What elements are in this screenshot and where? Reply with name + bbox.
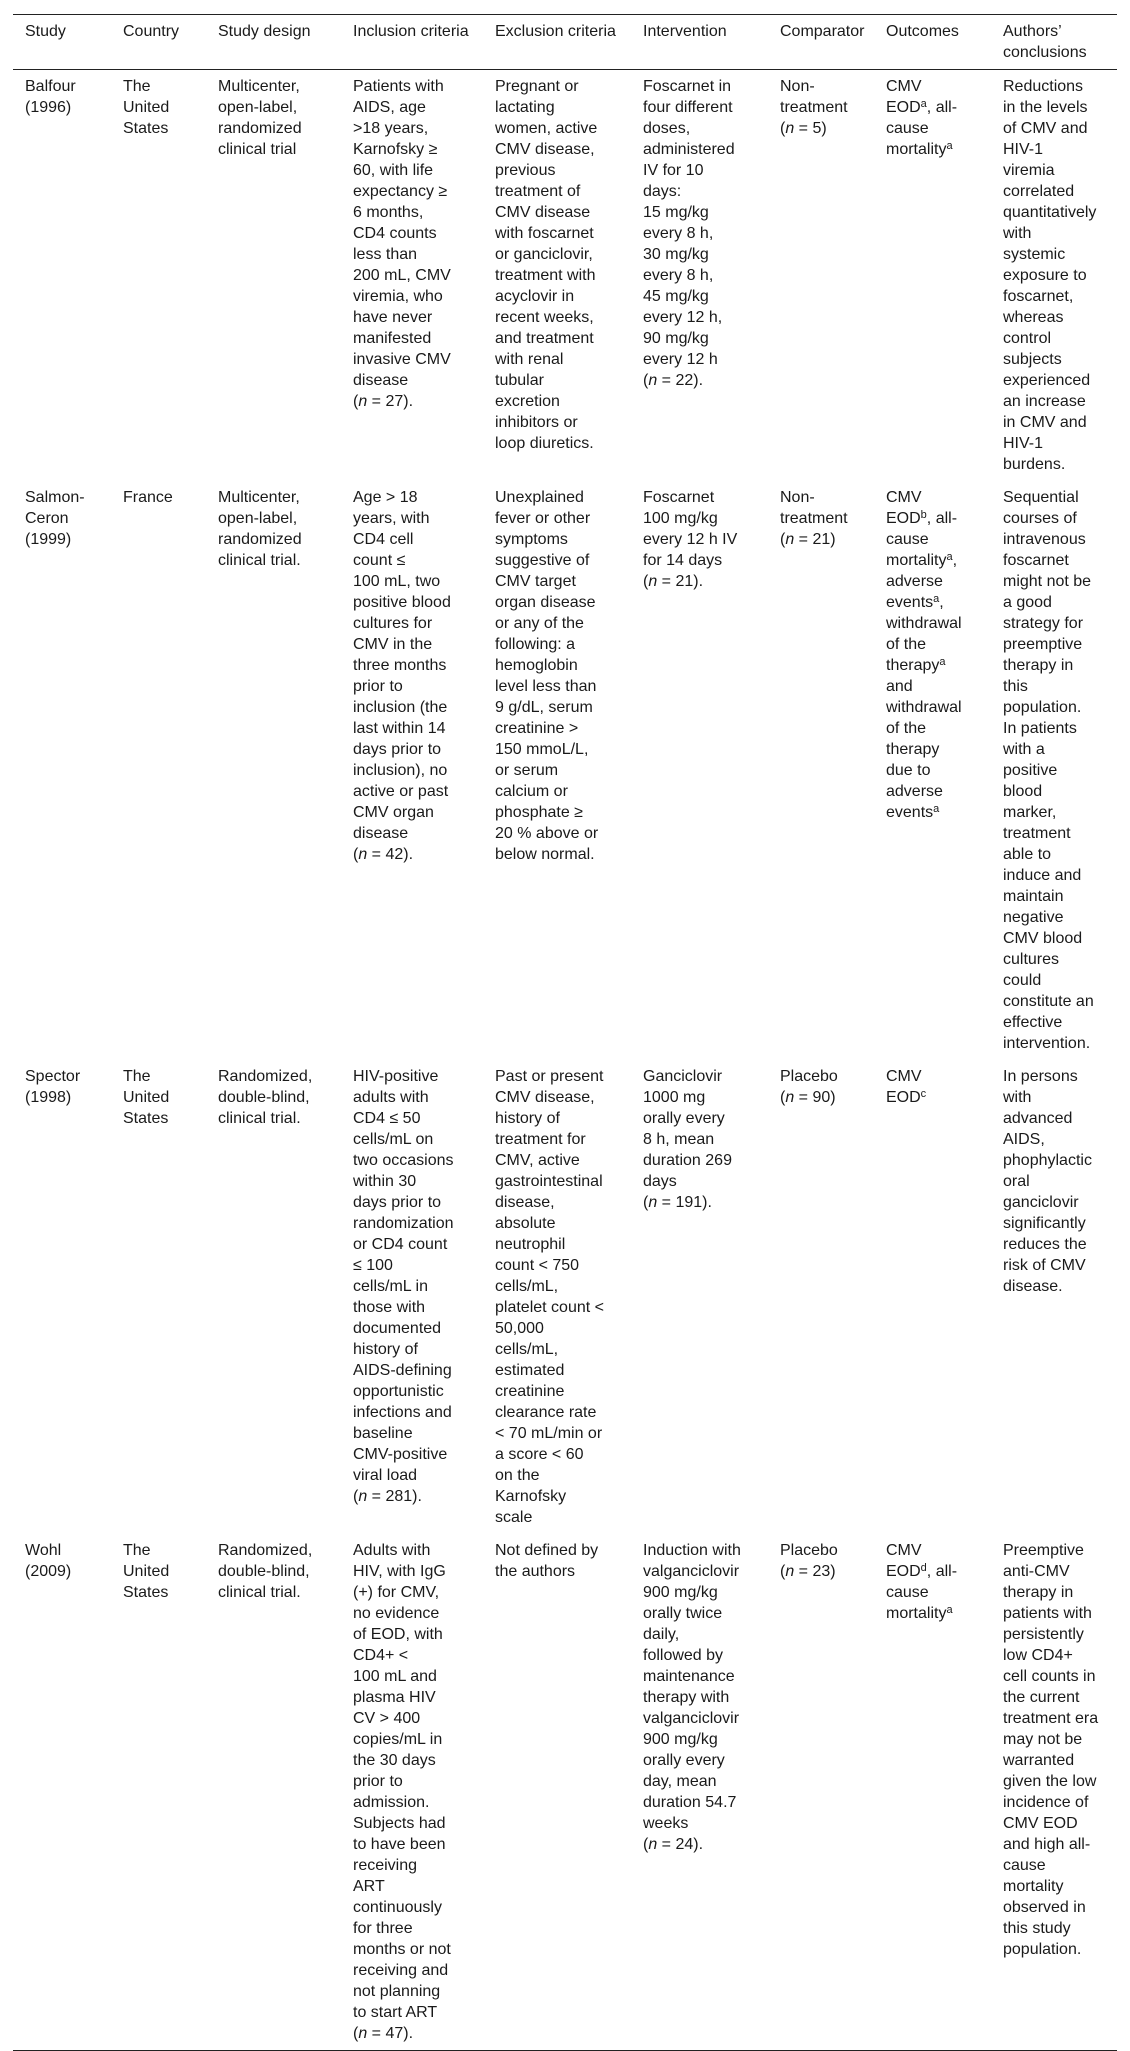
studies-table bbox=[13, 14, 1117, 2051]
footnote-marker: a bbox=[939, 656, 946, 668]
comparator-text: Placebo bbox=[780, 1542, 838, 1559]
footnote-marker: d bbox=[920, 1562, 927, 1574]
inclusion-sample-size: (n = 47). bbox=[353, 2025, 414, 2042]
intervention-text: Foscarnet in four different doses, administered IV for 10 days: 15 mg/kg every 8 h, 30 mg/kg every 8 h, 45 mg/kg every 12 h, 90 mg/kg every 12 h bbox=[643, 78, 735, 368]
intervention-sample-size: (n = 191). bbox=[643, 1194, 712, 1211]
intervention-text: Induction with valganciclovir 900 mg/kg orally twice daily, followed by maintenance therapy with valganciclovir 900 mg/kg orally every day, mean duration 54.7 weeks bbox=[643, 1542, 741, 1832]
cell-study-design: Multicenter, open-label, randomized clinical trial bbox=[218, 78, 302, 158]
table-row bbox=[13, 481, 1117, 1060]
table-row bbox=[13, 70, 1117, 482]
cell-authors-conclusions: Preemptive anti-CMV therapy in patients with persistently low CD4+ cell counts in the current treatment era may not be warranted given the low incidence of CMV EOD and high all- cause mortality observed in this study population. bbox=[1003, 1542, 1099, 1958]
cell-outcomes bbox=[874, 70, 991, 482]
inclusion-sample-size: (n = 42). bbox=[353, 846, 414, 863]
cell-country: The United States bbox=[123, 1542, 170, 1601]
intervention-text: Foscarnet 100 mg/kg every 12 h IV for 14 days bbox=[643, 489, 738, 569]
cell-study: Wohl (2009) bbox=[25, 1542, 72, 1580]
footnote-marker: a bbox=[946, 551, 953, 563]
cell-exclusion-criteria: Unexplained fever or other symptoms suggestive of CMV target organ disease or any of the following: a hemoglobin level less than 9 g/dL, serum creatinine > 150 mmoL/L, or serum calcium or phosphate ≥ 20 % above or below normal. bbox=[495, 489, 599, 863]
cell-study-design: Multicenter, open-label, randomized clinical trial. bbox=[218, 489, 302, 569]
cell-intervention bbox=[631, 1060, 768, 1534]
comparator-text: Placebo bbox=[780, 1068, 838, 1085]
header-authors-conclusions: Authors’ conclusions bbox=[1003, 23, 1087, 61]
intervention-sample-size: (n = 24). bbox=[643, 1836, 704, 1853]
header-intervention: Intervention bbox=[643, 23, 727, 40]
footnote-marker: a bbox=[946, 1604, 953, 1616]
inclusion-text: HIV-positive adults with CD4 ≤ 50 cells/mL on two occasions within 30 days prior to randomization or CD4 count ≤ 100 cells/mL in those with documented history of AIDS-defining opportunistic infections and baseline CMV-positive viral load bbox=[353, 1068, 454, 1484]
inclusion-sample-size: (n = 281). bbox=[353, 1488, 422, 1505]
cell-inclusion-criteria bbox=[341, 1534, 483, 2051]
cell-exclusion-criteria: Past or present CMV disease, history of treatment for CMV, active gastrointestinal disease, absolute neutrophil count < 750 cells/mL, platelet count < 50,000 cells/mL, estimated creatinine clearance rate < 70 mL/min or a score < 60 on the Karnofsky scale bbox=[495, 1068, 604, 1526]
header-study: Study bbox=[25, 23, 66, 40]
cell-outcomes bbox=[874, 481, 991, 1060]
header-study-design: Study design bbox=[218, 23, 311, 40]
cell-comparator bbox=[768, 70, 874, 482]
cell-outcomes bbox=[874, 1060, 991, 1534]
comparator-sample-size: (n = 21) bbox=[780, 531, 836, 548]
cell-inclusion-criteria bbox=[341, 481, 483, 1060]
footnote-marker: a bbox=[933, 593, 940, 605]
cell-comparator bbox=[768, 1534, 874, 2051]
intervention-sample-size: (n = 22). bbox=[643, 372, 704, 389]
cell-inclusion-criteria bbox=[341, 1060, 483, 1534]
cell-authors-conclusions: Sequential courses of intravenous foscarnet might not be a good strategy for preemptive therapy in this population. In patients with a positive blood marker, treatment able to induce and maintain negative CMV blood cultures could constitute an effective intervention. bbox=[1003, 489, 1094, 1052]
footnote-marker: a bbox=[946, 140, 953, 152]
cell-comparator bbox=[768, 1060, 874, 1534]
cell-authors-conclusions: Reductions in the levels of CMV and HIV-1 viremia correlated quantitatively with systemic exposure to foscarnet, whereas control subjects experienced an increase in CMV and HIV-1 burdens. bbox=[1003, 78, 1097, 473]
table-header bbox=[13, 15, 1117, 70]
inclusion-sample-size: (n = 27). bbox=[353, 393, 414, 410]
comparator-text: Non- treatment bbox=[780, 78, 848, 116]
cell-comparator bbox=[768, 481, 874, 1060]
cell-inclusion-criteria bbox=[341, 70, 483, 482]
cell-intervention bbox=[631, 481, 768, 1060]
cell-study-design: Randomized, double-blind, clinical trial. bbox=[218, 1068, 313, 1127]
cell-country: The United States bbox=[123, 1068, 170, 1127]
footnote-marker: a bbox=[920, 98, 927, 110]
cell-study: Balfour (1996) bbox=[25, 78, 76, 116]
table-body bbox=[13, 70, 1117, 2051]
inclusion-text: Adults with HIV, with IgG (+) for CMV, no evidence of EOD, with CD4+ < 100 mL and plasma HIV CV > 400 copies/mL in the 30 days prior to admission. Subjects had to have been receiving ART continuously for three months or not receiving and not planning to start ART bbox=[353, 1542, 451, 2021]
comparator-sample-size: (n = 90) bbox=[780, 1089, 836, 1106]
header-row bbox=[13, 15, 1117, 70]
cell-study-design: Randomized, double-blind, clinical trial. bbox=[218, 1542, 313, 1601]
header-country: Country bbox=[123, 23, 180, 40]
comparator-text: Non- treatment bbox=[780, 489, 848, 527]
outcome-text: CMV EOD bbox=[886, 489, 922, 527]
cell-outcomes bbox=[874, 1534, 991, 2051]
cell-study: Spector (1998) bbox=[25, 1068, 81, 1106]
header-comparator: Comparator bbox=[780, 23, 865, 40]
header-exclusion-criteria: Exclusion criteria bbox=[495, 23, 616, 40]
outcome-text: CMV EOD bbox=[886, 78, 922, 116]
outcome-text: , adverse events bbox=[886, 552, 958, 611]
header-inclusion-criteria: Inclusion criteria bbox=[353, 23, 469, 40]
footnote-marker: b bbox=[920, 509, 927, 521]
outcome-text: , all- cause mortality bbox=[886, 1563, 958, 1622]
outcome-text: , all- cause mortality bbox=[886, 99, 958, 158]
cell-authors-conclusions: In persons with advanced AIDS, phophylactic oral ganciclovir significantly reduces the risk of CMV disease. bbox=[1003, 1068, 1092, 1295]
outcome-text: CMV EOD bbox=[886, 1068, 922, 1106]
inclusion-text: Patients with AIDS, age >18 years, Karnofsky ≥ 60, with life expectancy ≥ 6 months, CD4 counts less than 200 mL, CMV viremia, who have never manifested invasive CMV disease bbox=[353, 78, 451, 389]
outcome-text: CMV EOD bbox=[886, 1542, 922, 1580]
outcome-text: , withdrawal of the therapy bbox=[886, 594, 962, 674]
comparator-sample-size: (n = 23) bbox=[780, 1563, 836, 1580]
outcome-text: and withdrawal of the therapy due to adverse events bbox=[886, 678, 962, 821]
cell-intervention bbox=[631, 70, 768, 482]
cell-country: France bbox=[123, 489, 173, 506]
intervention-sample-size: (n = 21). bbox=[643, 573, 704, 590]
intervention-text: Ganciclovir 1000 mg orally every 8 h, mean duration 269 days bbox=[643, 1068, 732, 1190]
comparator-sample-size: (n = 5) bbox=[780, 120, 827, 137]
table-row bbox=[13, 1060, 1117, 1534]
cell-country: The United States bbox=[123, 78, 170, 137]
footnote-marker: c bbox=[920, 1088, 927, 1100]
cell-study: Salmon- Ceron (1999) bbox=[25, 489, 85, 548]
cell-exclusion-criteria: Not defined by the authors bbox=[495, 1542, 599, 1580]
outcome-text: , all- cause mortality bbox=[886, 510, 958, 569]
footnote-marker: a bbox=[933, 803, 940, 815]
header-outcomes: Outcomes bbox=[886, 23, 959, 40]
inclusion-text: Age > 18 years, with CD4 cell count ≤ 100 mL, two positive blood cultures for CMV in the three months prior to inclusion (the last within 14 days prior to inclusion), no active or past CMV organ disease bbox=[353, 489, 451, 842]
table-row bbox=[13, 1534, 1117, 2051]
cell-intervention bbox=[631, 1534, 768, 2051]
cell-exclusion-criteria: Pregnant or lactating women, active CMV disease, previous treatment of CMV disease with foscarnet or ganciclovir, treatment with acyclovir in recent weeks, and treatment with renal tubular excretion inhibitors or loop diuretics. bbox=[495, 78, 598, 452]
